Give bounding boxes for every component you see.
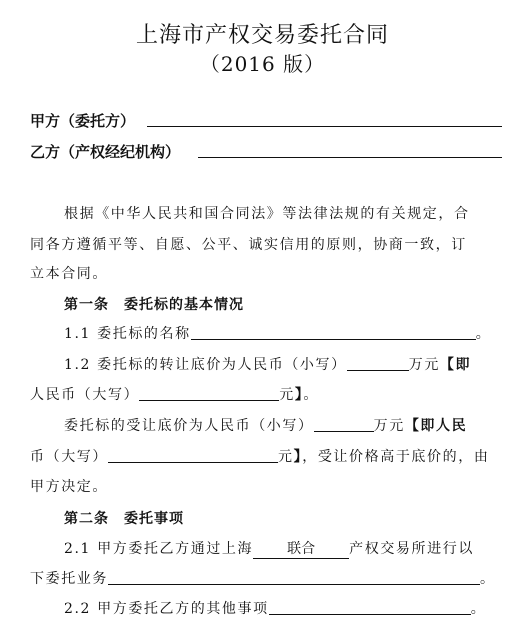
clause-1-2-bracket: 【即 bbox=[439, 357, 472, 373]
clause-1-1-label: 1.1 委托标的名称 bbox=[64, 326, 191, 342]
party-a-field[interactable] bbox=[147, 126, 502, 127]
clause-1-3-text-2: 币（大写） bbox=[30, 449, 108, 465]
party-a-label: 甲方（委托方） bbox=[30, 112, 136, 130]
clause-1-3 bbox=[64, 415, 467, 435]
other-matters-field[interactable] bbox=[269, 600, 471, 615]
clause-1-3-close: 】 bbox=[293, 449, 303, 465]
clause-1-2-cont bbox=[30, 384, 319, 404]
intro-line-1: 根据《中华人民共和国合同法》等法律法规的有关规定，合 bbox=[64, 206, 470, 222]
clause-1-2-end: 。 bbox=[303, 387, 320, 403]
contract-title: 上海市产权交易委托合同 bbox=[135, 23, 389, 48]
party-b-label: 乙方（产权经纪机构） bbox=[30, 143, 181, 161]
accept-price-small-field[interactable] bbox=[314, 417, 374, 432]
exchange-name-field[interactable]: 联合 bbox=[253, 538, 349, 559]
intro-line-3: 立本合同。 bbox=[30, 266, 108, 282]
subject-name-field[interactable] bbox=[191, 325, 476, 340]
clause-1-3-text: 委托标的受让底价为人民币（小写） bbox=[64, 418, 314, 434]
transfer-price-small-field[interactable] bbox=[347, 356, 409, 371]
clause-1-2-text: 1.2 委托标的转让底价为人民币（小写） bbox=[64, 357, 347, 373]
party-b-field[interactable] bbox=[198, 157, 502, 158]
clause-2-1-cont bbox=[30, 568, 496, 588]
clause-1-2-yuan: 元 bbox=[279, 387, 295, 403]
clause-2-1 bbox=[64, 538, 474, 559]
entrusted-business-field[interactable] bbox=[108, 570, 480, 585]
contract-edition: （2016 版） bbox=[199, 52, 326, 76]
clause-1-2-text-2: 人民币（大写） bbox=[30, 387, 140, 403]
transfer-price-large-field[interactable] bbox=[139, 386, 279, 401]
clause-1-2-close: 】 bbox=[294, 387, 304, 403]
clause-1-3-cont bbox=[30, 446, 489, 466]
clause-1-2 bbox=[64, 354, 471, 374]
clause-2-2 bbox=[64, 598, 486, 618]
article-2-heading: 第二条 委托事项 bbox=[64, 511, 184, 527]
clause-2-1-end: 。 bbox=[480, 571, 496, 587]
clause-1-1-end: 。 bbox=[475, 326, 492, 342]
clause-2-1-text-2: 产权交易所进行以 bbox=[349, 541, 474, 557]
clause-2-2-label: 2.2 甲方委托乙方的其他事项 bbox=[64, 601, 269, 617]
intro-line-2: 同各方遵循平等、自愿、公平、诚实信用的原则，协商一致，订 bbox=[30, 237, 467, 253]
clause-1-3-yuan: 元 bbox=[278, 449, 294, 465]
clause-2-1-text-3: 下委托业务 bbox=[30, 571, 108, 587]
clause-1-1 bbox=[64, 323, 491, 343]
clause-2-1-text: 2.1 甲方委托乙方通过上海 bbox=[64, 541, 254, 557]
clause-1-3-unit: 万元 bbox=[373, 418, 405, 434]
clause-2-2-end: 。 bbox=[470, 601, 487, 617]
clause-1-3-bracket: 【即人民 bbox=[404, 418, 468, 434]
article-1-heading: 第一条 委托标的基本情况 bbox=[64, 297, 244, 313]
clause-1-2-unit: 万元 bbox=[408, 357, 440, 373]
accept-price-large-field[interactable] bbox=[108, 448, 278, 463]
clause-1-3-end: 甲方决定。 bbox=[30, 479, 108, 495]
clause-1-3-text-3: ，受让价格高于底价的，由 bbox=[302, 449, 490, 465]
